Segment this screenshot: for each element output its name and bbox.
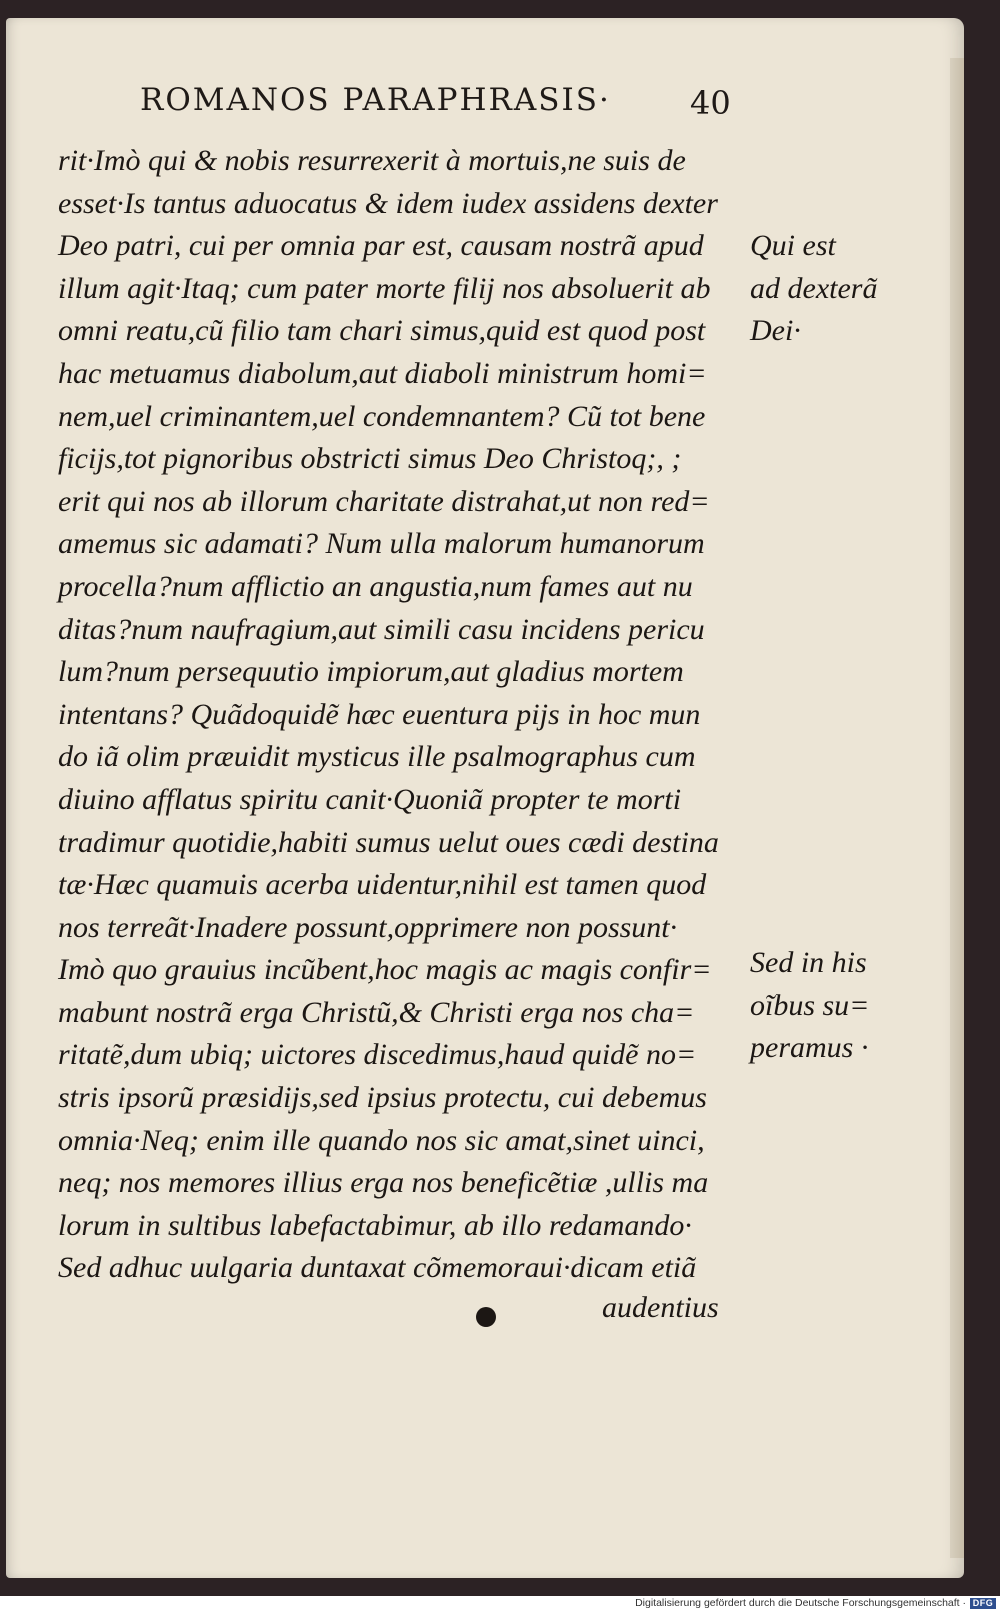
marginal-line: Dei·: [750, 314, 801, 348]
dfg-logo: DFG: [970, 1598, 996, 1609]
ink-blot: [476, 1307, 496, 1327]
marginal-line: ad dexterã: [750, 271, 878, 305]
page-edge-shadow: [950, 58, 964, 1558]
text-line: erit qui nos ab illorum charitate distrahat,ut non red=: [58, 484, 710, 518]
running-title: ROMANOS PARAPHRASIS·: [140, 82, 611, 118]
text-line: intentans? Quãdoquidẽ hæc euentura pijs in hoc mun: [58, 697, 701, 731]
text-line: omni reatu,cũ filio tam chari simus,quid est quod post: [58, 314, 706, 348]
marginal-line: oĩbus su=: [750, 988, 870, 1022]
text-line: tæ·Hæc quamuis acerba uidentur,nihil est tamen quod: [58, 868, 707, 902]
text-line: neq; nos memores illius erga nos beneficẽtiæ ,ullis ma: [58, 1166, 709, 1200]
text-line: hac metuamus diabolum,aut diaboli ministrum homi=: [58, 356, 707, 390]
text-line: illum agit·Itaq; cum pater morte filij nos absoluerit ab: [58, 271, 711, 305]
text-line: tradimur quotidie,habiti sumus uelut oues cædi destina: [58, 825, 719, 859]
text-line: lorum in sultibus labefactabimur, ab illo redamando·: [58, 1208, 692, 1242]
main-text-block: [58, 140, 738, 1290]
text-line: lum?num persequutio impiorum,aut gladius mortem: [58, 655, 684, 689]
text-line: ditas?num naufragium,aut simili casu incidens pericu: [58, 612, 705, 646]
marginal-line: Qui est: [750, 229, 836, 262]
digitization-credit-bar: [0, 1596, 1000, 1611]
text-line: Sed adhuc uulgaria duntaxat cõmemoraui·dicam etiã: [58, 1251, 697, 1285]
text-line: amemus sic adamati? Num ulla malorum humanorum: [58, 527, 705, 561]
text-line: nos terreãt·Inadere possunt,opprimere non possunt·: [58, 910, 678, 944]
marginal-line: Sed in his: [750, 946, 867, 979]
text-line: diuino afflatus spiritu canit·Quoniã propter te morti: [58, 782, 682, 816]
text-line: esset·Is tantus aduocatus & idem iudex assidens dexter: [58, 186, 718, 220]
text-line: do iã olim præuidit mysticus ille psalmographus cum: [58, 740, 696, 774]
text-line: rit·Imò qui & nobis resurrexerit à mortuis,ne suis de: [58, 144, 686, 177]
text-line: Imò quo grauius incũbent,hoc magis ac magis confir=: [58, 953, 712, 987]
text-line: mabunt nostrã erga Christũ,& Christi erga nos cha=: [58, 995, 695, 1029]
text-line: omnia·Neq; enim ille quando nos sic amat,sinet uinci,: [58, 1123, 705, 1157]
funding-credit-text: Digitalisierung gefördert durch die Deutsche Forschungsgemeinschaft ·: [635, 1597, 966, 1609]
text-line: nem,uel criminantem,uel condemnantem? Cũ tot bene: [58, 399, 706, 433]
marginal-note-sed-in-his: [750, 942, 910, 1070]
page-number: 40: [690, 84, 731, 122]
marginal-note-qui-est: [750, 225, 910, 353]
text-line: stris ipsorũ præsidijs,sed ipsius protectu, cui debemus: [58, 1081, 707, 1115]
text-line: procella?num afflictio an angustia,num fames aut nu: [58, 569, 693, 603]
text-line: ficijs,tot pignoribus obstricti simus Deo Christoq;, ;: [58, 442, 682, 476]
text-line: Deo patri, cui per omnia par est, causam nostrã apud: [58, 229, 704, 263]
marginal-line: peramus ·: [750, 1031, 869, 1065]
text-line: ritatẽ,dum ubiq; uictores discedimus,haud quidẽ no=: [58, 1038, 697, 1072]
catchword: audentius: [602, 1291, 719, 1324]
